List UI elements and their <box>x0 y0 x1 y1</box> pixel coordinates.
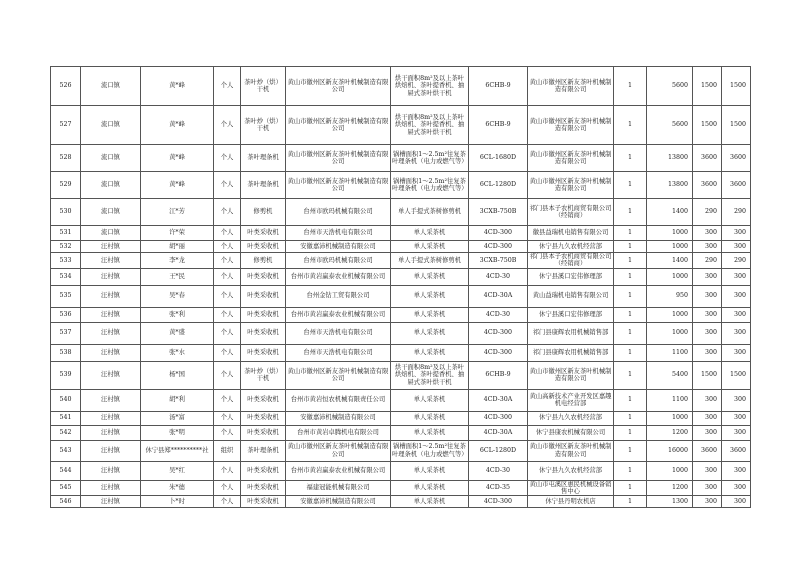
subsidy-table <box>50 66 751 508</box>
total-subsidy-cell: 300 <box>722 480 751 496</box>
quantity-cell: 1 <box>614 480 647 496</box>
manufacturer-cell: 台州市欧玛机械有限公司 <box>286 199 391 226</box>
quantity-cell: 1 <box>614 67 647 106</box>
applicant-name-cell: 汤*富 <box>141 411 214 425</box>
manufacturer-cell: 黄山市徽州区新友茶叶机械制造有限公司 <box>286 440 391 461</box>
applicant-name-cell: 许*荣 <box>141 226 214 241</box>
subsidy-cell: 300 <box>693 285 722 307</box>
price-cell: 1000 <box>647 268 693 285</box>
applicant-type-cell: 个人 <box>214 480 241 496</box>
row-number-cell: 534 <box>51 268 81 285</box>
machine-item-cell: 叶类采收机 <box>241 241 286 253</box>
dealer-cell: 休宁县康农机械有限公司 <box>528 425 614 440</box>
price-cell: 1400 <box>647 253 693 269</box>
model-cell: 6CL-1280D <box>469 172 528 199</box>
row-number-cell: 537 <box>51 322 81 344</box>
row-number-cell: 546 <box>51 496 81 508</box>
total-subsidy-cell: 3600 <box>722 440 751 461</box>
applicant-type-cell: 个人 <box>214 285 241 307</box>
subsidy-cell: 300 <box>693 461 722 480</box>
manufacturer-cell: 台州市天浩机电有限公司 <box>286 322 391 344</box>
model-cell: 4CD-30A <box>469 425 528 440</box>
model-cell: 6CHB-9 <box>469 67 528 106</box>
price-cell: 1100 <box>647 344 693 361</box>
total-subsidy-cell: 300 <box>722 322 751 344</box>
subsidy-cell: 3600 <box>693 172 722 199</box>
machine-item-cell: 茶叶炒（烘）干机 <box>241 106 286 145</box>
quantity-cell: 1 <box>614 307 647 322</box>
spec-cell: 单人采茶机 <box>391 285 469 307</box>
dealer-cell: 休宁县溪口宏伟修理部 <box>528 307 614 322</box>
dealer-cell: 休宁县九久农机经营部 <box>528 241 614 253</box>
table-row <box>51 496 751 508</box>
manufacturer-cell: 黄山市徽州区新友茶叶机械制造有限公司 <box>286 106 391 145</box>
subsidy-cell: 3600 <box>693 145 722 172</box>
model-cell: 6CL-1680D <box>469 145 528 172</box>
quantity-cell: 1 <box>614 389 647 411</box>
model-cell: 4CD-30 <box>469 461 528 480</box>
dealer-cell: 休宁县九久农机经营部 <box>528 411 614 425</box>
quantity-cell: 1 <box>614 344 647 361</box>
applicant-name-cell: 王*民 <box>141 268 214 285</box>
applicant-type-cell: 个人 <box>214 241 241 253</box>
model-cell: 4CD-300 <box>469 496 528 508</box>
subsidy-cell: 300 <box>693 268 722 285</box>
model-cell: 4CD-300 <box>469 322 528 344</box>
applicant-name-cell: 胡*利 <box>141 389 214 411</box>
quantity-cell: 1 <box>614 425 647 440</box>
row-number-cell: 539 <box>51 361 81 389</box>
spec-cell: 烘干面积8m²及以上茶叶烘焙机、茶叶提香机、抽屉式茶叶烘干机 <box>391 361 469 389</box>
row-number-cell: 527 <box>51 106 81 145</box>
quantity-cell: 1 <box>614 461 647 480</box>
machine-item-cell: 茶叶炒（烘）干机 <box>241 361 286 389</box>
spec-cell: 单人采茶机 <box>391 307 469 322</box>
manufacturer-cell: 台州金钻工贸有限公司 <box>286 285 391 307</box>
subsidy-cell: 300 <box>693 226 722 241</box>
row-number-cell: 532 <box>51 241 81 253</box>
quantity-cell: 1 <box>614 268 647 285</box>
machine-item-cell: 叶类采收机 <box>241 411 286 425</box>
manufacturer-cell: 台州市天浩机电有限公司 <box>286 226 391 241</box>
row-number-cell: 538 <box>51 344 81 361</box>
applicant-name-cell: 胡*丽 <box>141 241 214 253</box>
machine-item-cell: 茶叶理条机 <box>241 145 286 172</box>
total-subsidy-cell: 3600 <box>722 145 751 172</box>
quantity-cell: 1 <box>614 361 647 389</box>
subsidy-cell: 300 <box>693 411 722 425</box>
machine-item-cell: 茶叶理条机 <box>241 172 286 199</box>
town-cell: 汪村镇 <box>81 361 141 389</box>
manufacturer-cell: 安徽嘉沛机械制造有限公司 <box>286 241 391 253</box>
applicant-type-cell: 个人 <box>214 253 241 269</box>
row-number-cell: 536 <box>51 307 81 322</box>
machine-item-cell: 茶叶炒（烘）干机 <box>241 67 286 106</box>
total-subsidy-cell: 300 <box>722 344 751 361</box>
row-number-cell: 535 <box>51 285 81 307</box>
price-cell: 1000 <box>647 411 693 425</box>
town-cell: 流口镇 <box>81 199 141 226</box>
manufacturer-cell: 黄山市徽州区新友茶叶机械制造有限公司 <box>286 172 391 199</box>
total-subsidy-cell: 1500 <box>722 106 751 145</box>
table-row <box>51 67 751 106</box>
row-number-cell: 544 <box>51 461 81 480</box>
applicant-name-cell: 李*龙 <box>141 253 214 269</box>
applicant-name-cell: 卜*时 <box>141 496 214 508</box>
price-cell: 13800 <box>647 145 693 172</box>
dealer-cell: 黄山市屯溪区惠民机械设备销售中心 <box>528 480 614 496</box>
applicant-name-cell: 吴*春 <box>141 285 214 307</box>
table-row <box>51 226 751 241</box>
spec-cell: 单人采茶机 <box>391 425 469 440</box>
town-cell: 汪村镇 <box>81 480 141 496</box>
dealer-cell: 黄山市徽州区新友茶叶机械制造有限公司 <box>528 172 614 199</box>
machine-item-cell: 叶类采收机 <box>241 480 286 496</box>
town-cell: 汪村镇 <box>81 241 141 253</box>
manufacturer-cell: 安徽嘉沛机械制造有限公司 <box>286 411 391 425</box>
row-number-cell: 533 <box>51 253 81 269</box>
machine-item-cell: 叶类采收机 <box>241 285 286 307</box>
quantity-cell: 1 <box>614 106 647 145</box>
model-cell: 4CD-30 <box>469 268 528 285</box>
dealer-cell: 黄山市徽州区新友茶叶机械制造有限公司 <box>528 106 614 145</box>
row-number-cell: 541 <box>51 411 81 425</box>
total-subsidy-cell: 1500 <box>722 67 751 106</box>
price-cell: 1400 <box>647 199 693 226</box>
applicant-type-cell: 个人 <box>214 268 241 285</box>
town-cell: 汪村镇 <box>81 307 141 322</box>
price-cell: 1000 <box>647 461 693 480</box>
subsidy-cell: 300 <box>693 307 722 322</box>
table-row <box>51 285 751 307</box>
town-cell: 汪村镇 <box>81 344 141 361</box>
model-cell: 4CD-35 <box>469 480 528 496</box>
spec-cell: 锅槽面积1～2.5m²往复茶叶理条机（电力或燃气等） <box>391 440 469 461</box>
price-cell: 1000 <box>647 322 693 344</box>
machine-item-cell: 修剪机 <box>241 199 286 226</box>
spec-cell: 单人手提式茶树修剪机 <box>391 199 469 226</box>
spec-cell: 单人采茶机 <box>391 411 469 425</box>
town-cell: 汪村镇 <box>81 425 141 440</box>
dealer-cell: 黄山市徽州区新友茶叶机械制造有限公司 <box>528 361 614 389</box>
machine-item-cell: 叶类采收机 <box>241 307 286 322</box>
table-row <box>51 199 751 226</box>
subsidy-cell: 300 <box>693 241 722 253</box>
manufacturer-cell: 黄山市徽州区新友茶叶机械制造有限公司 <box>286 361 391 389</box>
table-row <box>51 461 751 480</box>
machine-item-cell: 叶类采收机 <box>241 425 286 440</box>
total-subsidy-cell: 300 <box>722 241 751 253</box>
applicant-name-cell: 休宁县郑**********社 <box>141 440 214 461</box>
dealer-cell: 徽县益瑞机电销售有限公司 <box>528 226 614 241</box>
spec-cell: 单人采茶机 <box>391 241 469 253</box>
total-subsidy-cell: 290 <box>722 253 751 269</box>
table-row <box>51 106 751 145</box>
applicant-name-cell: 朱*德 <box>141 480 214 496</box>
applicant-type-cell: 个人 <box>214 199 241 226</box>
price-cell: 16000 <box>647 440 693 461</box>
subsidy-cell: 300 <box>693 480 722 496</box>
row-number-cell: 531 <box>51 226 81 241</box>
machine-item-cell: 叶类采收机 <box>241 461 286 480</box>
town-cell: 流口镇 <box>81 172 141 199</box>
machine-item-cell: 叶类采收机 <box>241 226 286 241</box>
row-number-cell: 543 <box>51 440 81 461</box>
row-number-cell: 529 <box>51 172 81 199</box>
town-cell: 汪村镇 <box>81 268 141 285</box>
model-cell: 4CD-300 <box>469 344 528 361</box>
total-subsidy-cell: 290 <box>722 199 751 226</box>
total-subsidy-cell: 300 <box>722 226 751 241</box>
total-subsidy-cell: 300 <box>722 411 751 425</box>
row-number-cell: 545 <box>51 480 81 496</box>
price-cell: 5600 <box>647 106 693 145</box>
price-cell: 5600 <box>647 67 693 106</box>
subsidy-cell: 300 <box>693 389 722 411</box>
subsidy-cell: 300 <box>693 322 722 344</box>
price-cell: 950 <box>647 285 693 307</box>
quantity-cell: 1 <box>614 199 647 226</box>
total-subsidy-cell: 300 <box>722 389 751 411</box>
price-cell: 1000 <box>647 226 693 241</box>
model-cell: 4CD-300 <box>469 241 528 253</box>
quantity-cell: 1 <box>614 411 647 425</box>
town-cell: 流口镇 <box>81 226 141 241</box>
quantity-cell: 1 <box>614 145 647 172</box>
subsidy-cell: 290 <box>693 199 722 226</box>
model-cell: 4CD-300 <box>469 411 528 425</box>
manufacturer-cell: 台州市黄岩赢泰农业机械有限公司 <box>286 307 391 322</box>
total-subsidy-cell: 300 <box>722 268 751 285</box>
applicant-type-cell: 个人 <box>214 425 241 440</box>
quantity-cell: 1 <box>614 440 647 461</box>
total-subsidy-cell: 300 <box>722 496 751 508</box>
price-cell: 1200 <box>647 425 693 440</box>
quantity-cell: 1 <box>614 285 647 307</box>
row-number-cell: 542 <box>51 425 81 440</box>
applicant-type-cell: 个人 <box>214 389 241 411</box>
applicant-name-cell: 杨*国 <box>141 361 214 389</box>
total-subsidy-cell: 300 <box>722 307 751 322</box>
dealer-cell: 祁门县康辉农用机械销售部 <box>528 344 614 361</box>
applicant-type-cell: 个人 <box>214 226 241 241</box>
quantity-cell: 1 <box>614 253 647 269</box>
dealer-cell: 祁门县本子农机商贸有限公司（经销商） <box>528 199 614 226</box>
applicant-type-cell: 个人 <box>214 307 241 322</box>
spec-cell: 单人采茶机 <box>391 389 469 411</box>
dealer-cell: 黄山益瑞机电销售有限公司 <box>528 285 614 307</box>
manufacturer-cell: 台州市黄岩赢泰农业机械有限公司 <box>286 268 391 285</box>
applicant-name-cell: 黄*峰 <box>141 67 214 106</box>
quantity-cell: 1 <box>614 322 647 344</box>
town-cell: 流口镇 <box>81 106 141 145</box>
subsidy-table-page <box>50 66 750 508</box>
table-row <box>51 145 751 172</box>
subsidy-cell: 300 <box>693 344 722 361</box>
model-cell: 3CXB-750B <box>469 199 528 226</box>
applicant-type-cell: 个人 <box>214 344 241 361</box>
applicant-name-cell: 黄*峰 <box>141 106 214 145</box>
applicant-type-cell: 个人 <box>214 461 241 480</box>
total-subsidy-cell: 1500 <box>722 361 751 389</box>
spec-cell: 单人采茶机 <box>391 496 469 508</box>
applicant-name-cell: 吴*红 <box>141 461 214 480</box>
subsidy-cell: 290 <box>693 253 722 269</box>
manufacturer-cell: 台州市黄岩卓腾机电有限公司 <box>286 425 391 440</box>
spec-cell: 烘干面积8m²及以上茶叶烘焙机、茶叶提香机、抽屉式茶叶烘干机 <box>391 106 469 145</box>
table-row <box>51 253 751 269</box>
machine-item-cell: 叶类采收机 <box>241 322 286 344</box>
applicant-type-cell: 个人 <box>214 496 241 508</box>
machine-item-cell: 叶类采收机 <box>241 344 286 361</box>
machine-item-cell: 修剪机 <box>241 253 286 269</box>
dealer-cell: 祁门县本子农机商贸有限公司（经销商） <box>528 253 614 269</box>
price-cell: 1100 <box>647 389 693 411</box>
manufacturer-cell: 台州市黄岩恒农机械有限责任公司 <box>286 389 391 411</box>
total-subsidy-cell: 300 <box>722 461 751 480</box>
price-cell: 5400 <box>647 361 693 389</box>
spec-cell: 单人采茶机 <box>391 226 469 241</box>
subsidy-cell: 1500 <box>693 67 722 106</box>
row-number-cell: 540 <box>51 389 81 411</box>
price-cell: 1000 <box>647 241 693 253</box>
subsidy-cell: 3600 <box>693 440 722 461</box>
town-cell: 汪村镇 <box>81 461 141 480</box>
table-row <box>51 241 751 253</box>
total-subsidy-cell: 300 <box>722 285 751 307</box>
dealer-cell: 黄山市徽州区新友茶叶机械制造有限公司 <box>528 440 614 461</box>
spec-cell: 单人采茶机 <box>391 344 469 361</box>
machine-item-cell: 茶叶理条机 <box>241 440 286 461</box>
spec-cell: 锅槽面积1～2.5m²往复茶叶理条机（电力或燃气等） <box>391 145 469 172</box>
quantity-cell: 1 <box>614 226 647 241</box>
manufacturer-cell: 福建冠能机械有限公司 <box>286 480 391 496</box>
spec-cell: 单人采茶机 <box>391 461 469 480</box>
applicant-name-cell: 黄*峰 <box>141 145 214 172</box>
town-cell: 汪村镇 <box>81 496 141 508</box>
model-cell: 6CHB-9 <box>469 361 528 389</box>
model-cell: 6CL-1280D <box>469 440 528 461</box>
row-number-cell: 526 <box>51 67 81 106</box>
model-cell: 4CD-30A <box>469 389 528 411</box>
quantity-cell: 1 <box>614 496 647 508</box>
applicant-name-cell: 张*水 <box>141 344 214 361</box>
town-cell: 流口镇 <box>81 67 141 106</box>
applicant-name-cell: 江*芳 <box>141 199 214 226</box>
town-cell: 汪村镇 <box>81 389 141 411</box>
table-row <box>51 361 751 389</box>
spec-cell: 单人采茶机 <box>391 322 469 344</box>
spec-cell: 单人采茶机 <box>391 268 469 285</box>
total-subsidy-cell: 300 <box>722 425 751 440</box>
dealer-cell: 黄山市徽州区新友茶叶机械制造有限公司 <box>528 67 614 106</box>
table-row <box>51 322 751 344</box>
town-cell: 汪村镇 <box>81 440 141 461</box>
applicant-type-cell: 个人 <box>214 106 241 145</box>
manufacturer-cell: 黄山市徽州区新友茶叶机械制造有限公司 <box>286 67 391 106</box>
town-cell: 汪村镇 <box>81 253 141 269</box>
dealer-cell: 黄山市徽州区新友茶叶机械制造有限公司 <box>528 145 614 172</box>
table-row <box>51 480 751 496</box>
machine-item-cell: 叶类采收机 <box>241 389 286 411</box>
applicant-type-cell: 个人 <box>214 361 241 389</box>
applicant-type-cell: 个人 <box>214 145 241 172</box>
applicant-type-cell: 个人 <box>214 411 241 425</box>
model-cell: 6CHB-9 <box>469 106 528 145</box>
town-cell: 汪村镇 <box>81 285 141 307</box>
price-cell: 1200 <box>647 480 693 496</box>
applicant-type-cell: 组织 <box>214 440 241 461</box>
applicant-name-cell: 黄*峰 <box>141 172 214 199</box>
manufacturer-cell: 台州市天浩机电有限公司 <box>286 344 391 361</box>
table-row <box>51 389 751 411</box>
spec-cell: 烘干面积8m²及以上茶叶烘焙机、茶叶提香机、抽屉式茶叶烘干机 <box>391 67 469 106</box>
quantity-cell: 1 <box>614 241 647 253</box>
manufacturer-cell: 台州市欧玛机械有限公司 <box>286 253 391 269</box>
applicant-name-cell: 黄*盛 <box>141 322 214 344</box>
model-cell: 4CD-30 <box>469 307 528 322</box>
machine-item-cell: 叶类采收机 <box>241 496 286 508</box>
spec-cell: 单人采茶机 <box>391 480 469 496</box>
table-row <box>51 440 751 461</box>
applicant-type-cell: 个人 <box>214 172 241 199</box>
total-subsidy-cell: 3600 <box>722 172 751 199</box>
subsidy-cell: 300 <box>693 425 722 440</box>
subsidy-cell: 1500 <box>693 106 722 145</box>
price-cell: 1300 <box>647 496 693 508</box>
model-cell: 4CD-30A <box>469 285 528 307</box>
applicant-type-cell: 个人 <box>214 67 241 106</box>
table-row <box>51 268 751 285</box>
machine-item-cell: 叶类采收机 <box>241 268 286 285</box>
manufacturer-cell: 黄山市徽州区新友茶叶机械制造有限公司 <box>286 145 391 172</box>
price-cell: 13800 <box>647 172 693 199</box>
row-number-cell: 530 <box>51 199 81 226</box>
model-cell: 4CD-300 <box>469 226 528 241</box>
applicant-type-cell: 个人 <box>214 322 241 344</box>
price-cell: 1000 <box>647 307 693 322</box>
dealer-cell: 休宁县溪口宏伟修理部 <box>528 268 614 285</box>
quantity-cell: 1 <box>614 172 647 199</box>
subsidy-cell: 1500 <box>693 361 722 389</box>
town-cell: 汪村镇 <box>81 411 141 425</box>
table-row <box>51 411 751 425</box>
manufacturer-cell: 安徽嘉沛机械制造有限公司 <box>286 496 391 508</box>
manufacturer-cell: 台州市黄岩赢泰农业机械有限公司 <box>286 461 391 480</box>
dealer-cell: 休宁县丹明农机店 <box>528 496 614 508</box>
dealer-cell: 黄山高新技术产业开发区嘉趣机电经营部 <box>528 389 614 411</box>
table-row <box>51 172 751 199</box>
table-row <box>51 307 751 322</box>
spec-cell: 锅槽面积1～2.5m²往复茶叶理条机（电力或燃气等） <box>391 172 469 199</box>
applicant-name-cell: 张*利 <box>141 307 214 322</box>
table-row <box>51 344 751 361</box>
model-cell: 3CXB-750B <box>469 253 528 269</box>
town-cell: 汪村镇 <box>81 322 141 344</box>
table-row <box>51 425 751 440</box>
applicant-name-cell: 张*明 <box>141 425 214 440</box>
subsidy-cell: 300 <box>693 496 722 508</box>
town-cell: 流口镇 <box>81 145 141 172</box>
dealer-cell: 休宁县九久农机经营部 <box>528 461 614 480</box>
row-number-cell: 528 <box>51 145 81 172</box>
spec-cell: 单人手提式茶树修剪机 <box>391 253 469 269</box>
dealer-cell: 祁门县康辉农用机械销售部 <box>528 322 614 344</box>
